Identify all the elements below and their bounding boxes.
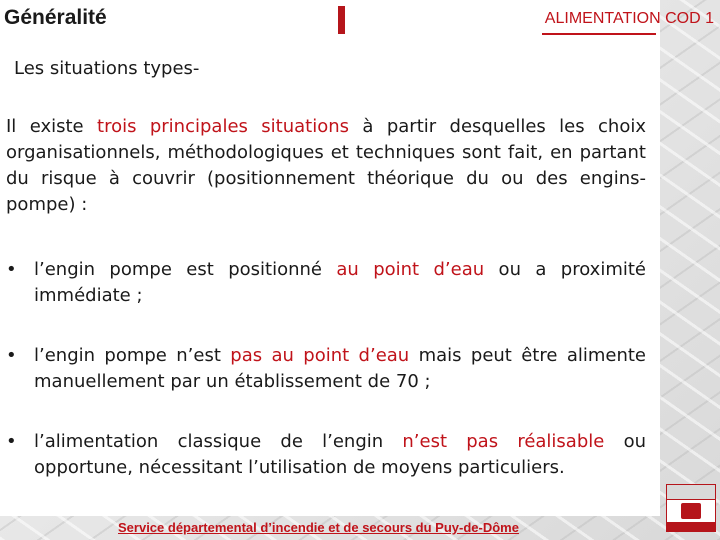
- bullet-highlight: au point d’eau: [336, 259, 485, 280]
- bullet-highlight: n’est pas réalisable: [402, 431, 605, 452]
- intro-paragraph: Il existe trois principales situations à partir desquelles les choix organisationnels, méthodologiques et techniques sont fait, en partant du risque à couvrir (positionnement théorique du ou des engins-pompe) :: [6, 116, 646, 215]
- footer-link[interactable]: Service départemental d’incendie et de secours du Puy-de-Dôme: [118, 520, 519, 535]
- bullet-highlight: pas au point d’eau: [230, 345, 410, 366]
- intro-highlight: trois principales situations: [97, 116, 350, 137]
- bullet-item-3: • l’alimentation classique de l’engin n’est pas réalisable ou opportune, nécessitant l’utilisation de moyens particuliers.: [6, 431, 646, 478]
- section-code: ALIMENTATION COD 1: [544, 10, 714, 27]
- sdis-logo-icon: [666, 484, 716, 532]
- bullet-icon: •: [6, 259, 17, 280]
- bullet-item-1: • l’engin pompe est positionné au point d’eau ou a proximité immédiate ;: [6, 259, 647, 306]
- header-divider: [338, 6, 345, 34]
- logo-bottom-band: [667, 522, 715, 531]
- section-code-underline: [542, 33, 656, 35]
- bullet-item-2: • l’engin pompe n’est pas au point d’eau mais peut être alimente manuellement par un établissement de 70 ;: [6, 345, 646, 392]
- page-title: Généralité: [4, 6, 107, 29]
- subtitle: Les situations types-: [14, 58, 200, 79]
- logo-emblem: [681, 503, 701, 519]
- logo-top-band: [667, 485, 715, 500]
- bullet-icon: •: [6, 345, 17, 366]
- bullet-icon: •: [6, 431, 17, 452]
